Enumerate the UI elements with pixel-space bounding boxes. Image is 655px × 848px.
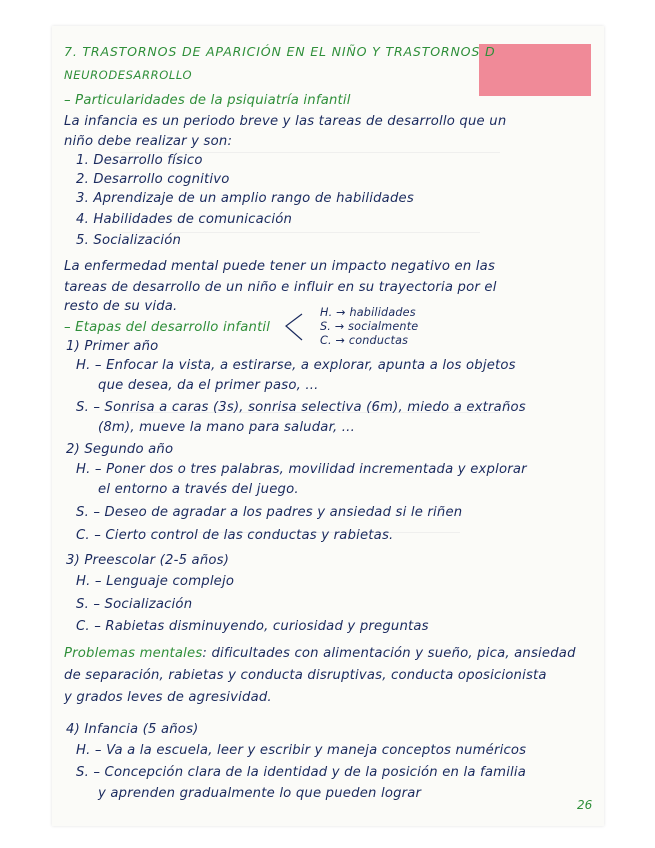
problems-line-2: de separación, rabietas y conducta disruptivas, conducta oposicionista [64, 668, 547, 683]
stage-1-title: 1) Primer año [66, 339, 159, 354]
section-heading-particularidades: – Particularidades de la psiquiatría infantil [64, 93, 351, 108]
stage-3-title: 3) Preescolar (2-5 años) [66, 553, 230, 568]
legend-conductas: C. → conductas [320, 334, 409, 347]
stage-1-s-line1: S. – Sonrisa a caras (3s), sonrisa selectiva (6m), miedo a extraños [76, 400, 526, 415]
stage-3-c: C. – Rabietas disminuyendo, curiosidad y preguntas [76, 619, 429, 634]
stage-4-title: 4) Infancia (5 años) [66, 722, 199, 737]
stage-4-s-line1: S. – Concepción clara de la identidad y de la posición en la familia [76, 765, 527, 780]
stage-2-h-line2: el entorno a través del juego. [98, 482, 299, 497]
list-item: 1. Desarrollo físico [76, 153, 203, 168]
stage-2-s: S. – Deseo de agradar a los padres y ansiedad si le riñen [76, 505, 463, 520]
stage-3-s: S. – Socialización [76, 597, 193, 612]
stage-4-s-line2: y aprenden gradualmente lo que pueden lograr [98, 786, 422, 801]
list-item: 2. Desarrollo cognitivo [76, 172, 230, 187]
brace-arrows-icon [280, 308, 320, 348]
legend-habilidades: H. → habilidades [320, 306, 416, 319]
problems-text: : dificultades con alimentación y sueño, pica, ansiedad [202, 646, 576, 661]
paragraph-line-1: La enfermedad mental puede tener un impacto negativo en las [64, 259, 496, 274]
stage-2-c: C. – Cierto control de las conductas y rabietas. [76, 528, 394, 543]
stage-3-h: H. – Lenguaje complejo [76, 574, 235, 589]
section-heading-etapas: – Etapas del desarrollo infantil [64, 320, 271, 335]
stage-4-h: H. – Va a la escuela, leer y escribir y maneja conceptos numéricos [76, 743, 527, 758]
problems-line-1 [64, 646, 576, 661]
stage-1-h-line2: que desea, da el primer paso, ... [98, 378, 319, 393]
list-item: 5. Socialización [76, 233, 182, 248]
paragraph-line-3: resto de su vida. [64, 299, 178, 314]
stage-1-s-line2: (8m), mueve la mano para saludar, ... [98, 420, 355, 435]
chapter-title-line2: NEURODESARROLLO [64, 68, 193, 82]
stage-2-h-line1: H. – Poner dos o tres palabras, movilidad incrementada y explorar [76, 462, 527, 477]
page-number: 26 [577, 798, 593, 812]
legend-socialmente: S. → socialmente [320, 320, 419, 333]
problems-label: Problemas mentales [64, 646, 203, 661]
intro-line-1: La infancia es un periodo breve y las tareas de desarrollo que un [64, 114, 507, 129]
paragraph-line-2: tareas de desarrollo de un niño e influir en su trayectoria por el [64, 280, 497, 295]
list-item: 3. Aprendizaje de un amplio rango de habilidades [76, 191, 414, 206]
problems-line-3: y grados leves de agresividad. [64, 690, 272, 705]
redaction-highlight [479, 44, 591, 96]
chapter-title-line1: 7. TRASTORNOS DE APARICIÓN EN EL NIÑO Y TRASTORNOS D [64, 44, 496, 59]
stage-2-title: 2) Segundo año [66, 442, 174, 457]
list-item: 4. Habilidades de comunicación [76, 212, 293, 227]
intro-line-2: niño debe realizar y son: [64, 134, 233, 149]
stage-1-h-line1: H. – Enfocar la vista, a estirarse, a explorar, apunta a los objetos [76, 358, 516, 373]
